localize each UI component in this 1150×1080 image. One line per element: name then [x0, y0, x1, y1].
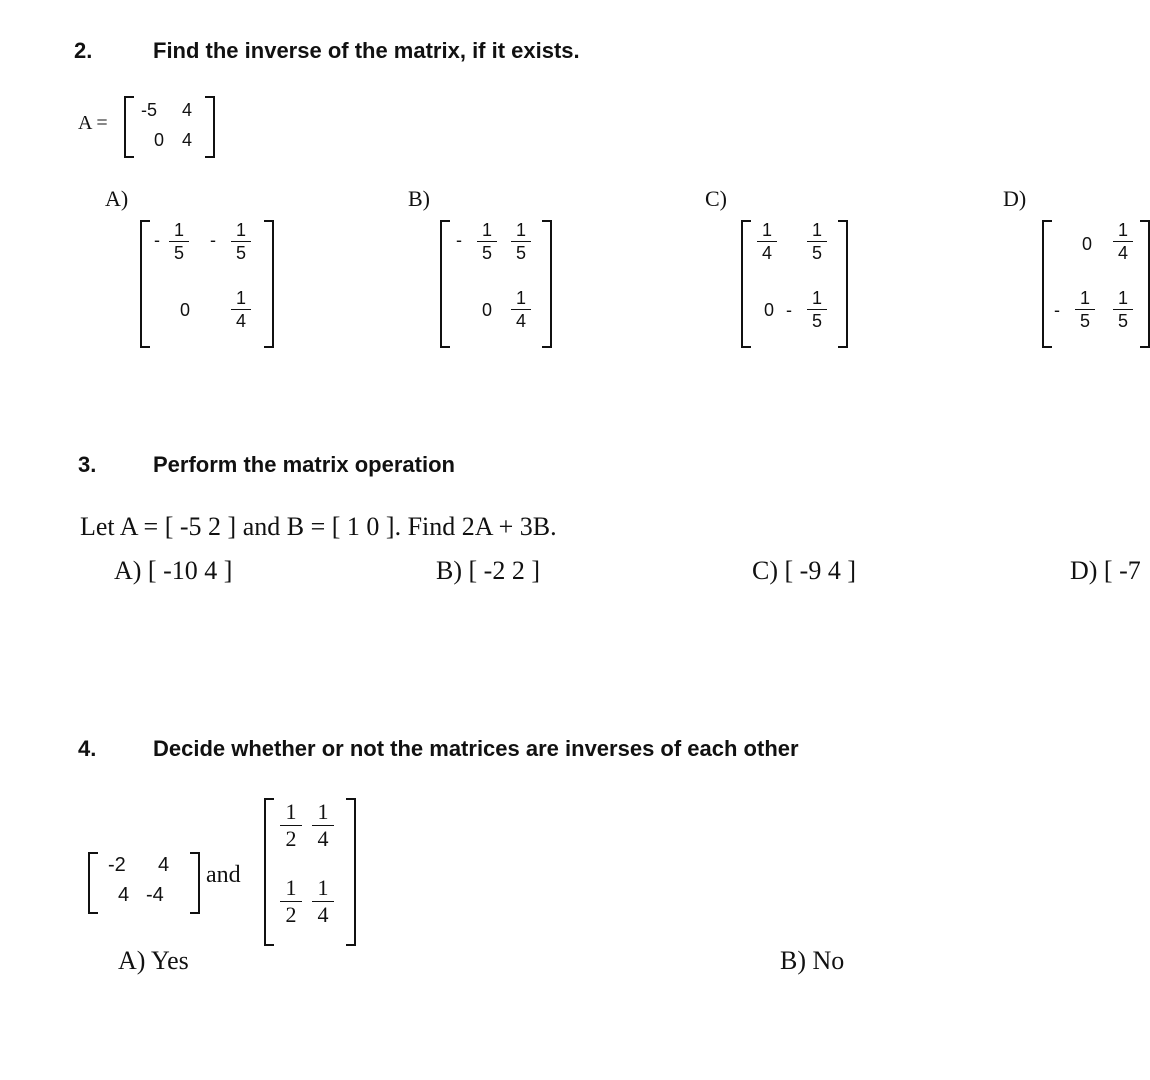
- minus-sign: -: [154, 230, 160, 250]
- bracket-left: [140, 220, 150, 348]
- fraction: 1 2: [278, 876, 304, 927]
- q2-option-b-label: B): [408, 186, 430, 211]
- minus-sign: -: [786, 300, 792, 320]
- fraction: 1 5: [474, 220, 500, 263]
- matrix-cell: 4: [158, 854, 170, 876]
- q2-option-d-label: D): [1003, 186, 1027, 211]
- q2-prompt: Find the inverse of the matrix, if it exists.: [153, 38, 580, 63]
- q4-option-b: B) No: [780, 946, 845, 975]
- q3-matrix-b: [ 1 0 ]: [331, 512, 395, 541]
- matrix-cell: -4: [146, 884, 164, 906]
- q2-option-a-label: A): [105, 186, 129, 211]
- matrix-cell: 4: [182, 130, 193, 150]
- q3-and: and B =: [242, 512, 326, 541]
- fraction: 1 4: [1110, 220, 1136, 263]
- bracket-left: [741, 220, 751, 348]
- bracket-left: [88, 852, 98, 914]
- q3-let: Let A =: [80, 512, 159, 541]
- bracket-right: [190, 852, 200, 914]
- bracket-left: [264, 798, 274, 946]
- matrix-cell: 0: [764, 300, 775, 320]
- q3-option-a: A) [ -10 4 ]: [114, 556, 233, 585]
- q2-number: 2.: [74, 38, 93, 63]
- q3-option-b: B) [ -2 2 ]: [436, 556, 540, 585]
- bracket-right: [346, 798, 356, 946]
- fraction: 1 4: [310, 876, 336, 927]
- bracket-right: [205, 96, 215, 158]
- minus-sign: -: [456, 230, 462, 250]
- matrix-cell: 0: [1082, 234, 1093, 254]
- matrix-cell: -2: [108, 854, 126, 876]
- bracket-right: [264, 220, 274, 348]
- minus-sign: -: [210, 230, 216, 250]
- q4-and: and: [206, 862, 241, 888]
- q3-option-c: C) [ -9 4 ]: [752, 556, 856, 585]
- bracket-right: [1140, 220, 1150, 348]
- q3-statement: [80, 512, 557, 542]
- fraction: 1 4: [508, 288, 534, 331]
- fraction: 1 2: [278, 800, 304, 851]
- q4-prompt: Decide whether or not the matrices are inverses of each other: [153, 736, 799, 761]
- bracket-left: [124, 96, 134, 158]
- matrix-cell: 4: [182, 100, 193, 120]
- bracket-right: [542, 220, 552, 348]
- matrix-cell: 0: [154, 130, 165, 150]
- q3-find: . Find 2A + 3B.: [394, 512, 557, 541]
- q3-prompt: Perform the matrix operation: [153, 452, 455, 477]
- matrix-cell: -5: [141, 100, 158, 120]
- q3-matrix-a: [ -5 2 ]: [164, 512, 237, 541]
- bracket-left: [1042, 220, 1052, 348]
- fraction: 1 5: [228, 220, 254, 263]
- fraction: 1 4: [310, 800, 336, 851]
- fraction: 1 5: [508, 220, 534, 263]
- bracket-left: [440, 220, 450, 348]
- fraction: 1 5: [804, 220, 830, 263]
- q2-option-c-label: C): [705, 186, 727, 211]
- q4-option-a: A) Yes: [118, 946, 189, 975]
- fraction: 1 4: [228, 288, 254, 331]
- q3-option-d: D) [ -7: [1070, 556, 1141, 585]
- q4-number: 4.: [78, 736, 97, 761]
- fraction: 1 5: [166, 220, 192, 263]
- matrix-cell: 0: [482, 300, 493, 320]
- q3-number: 3.: [78, 452, 97, 477]
- matrix-cell: 4: [118, 884, 130, 906]
- minus-sign: -: [1054, 300, 1060, 320]
- matrix-cell: 0: [180, 300, 191, 320]
- q2-matrix-label: A =: [78, 112, 108, 134]
- fraction: 1 5: [804, 288, 830, 331]
- fraction: 1 5: [1072, 288, 1098, 331]
- fraction: 1 5: [1110, 288, 1136, 331]
- fraction: 1 4: [754, 220, 780, 263]
- bracket-right: [838, 220, 848, 348]
